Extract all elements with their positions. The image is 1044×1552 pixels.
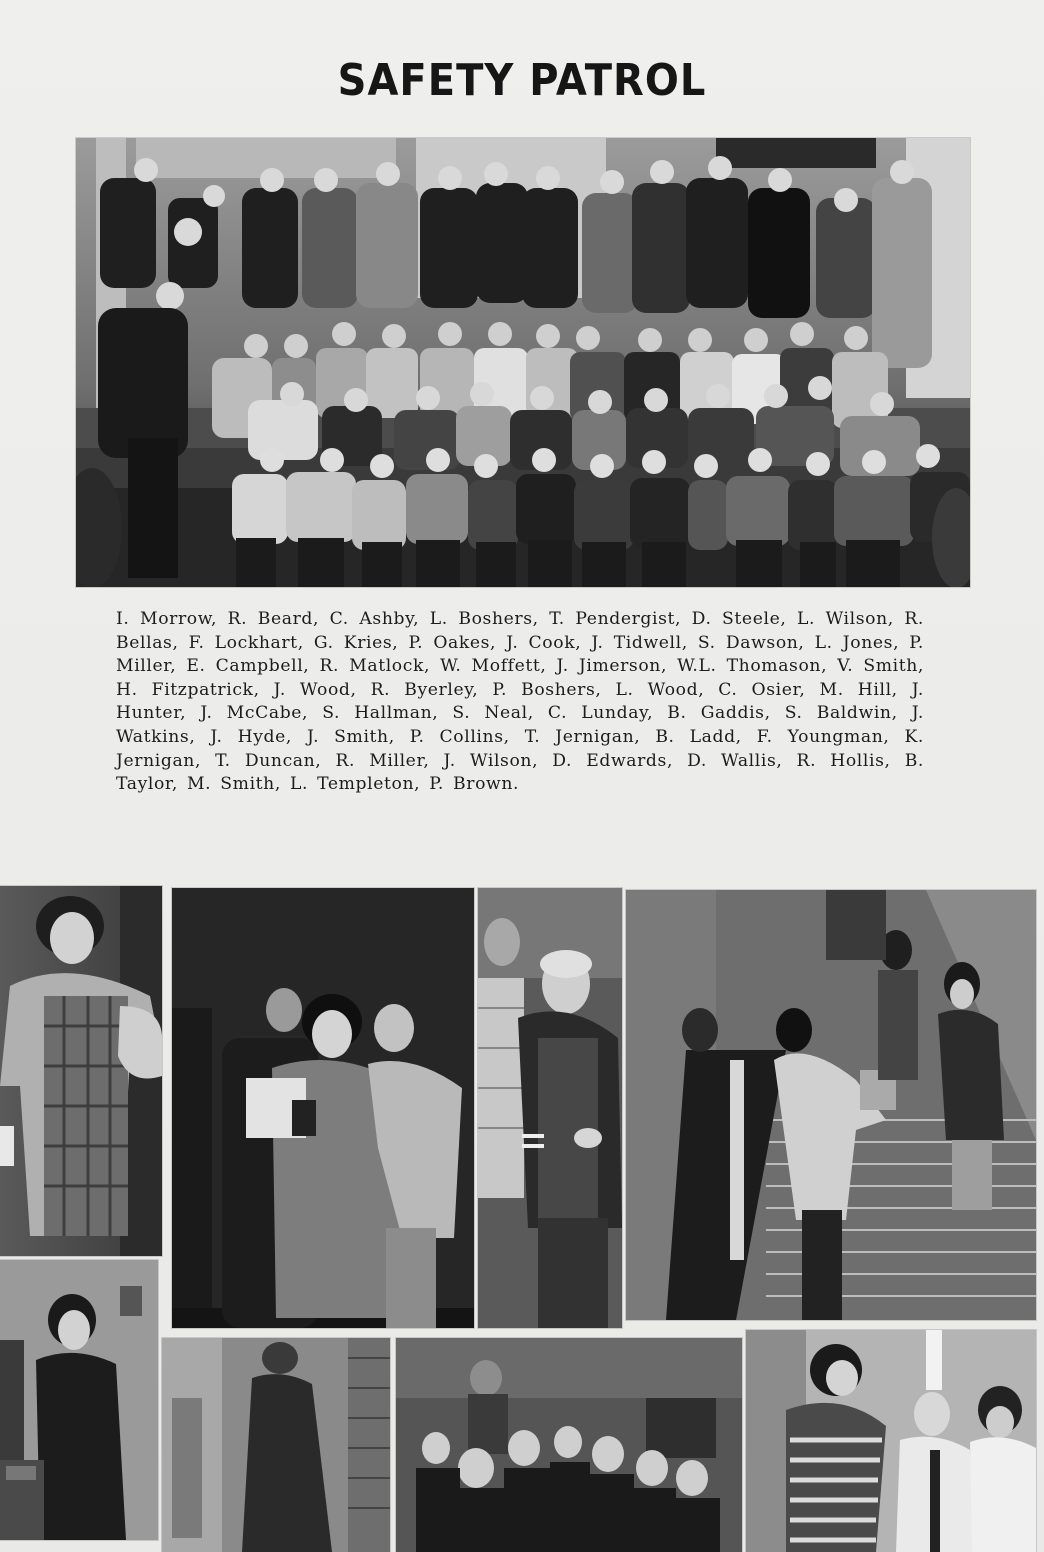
candid-photo-group-striped-sweater [746, 1330, 1036, 1552]
roster-caption: I. Morrow, R. Beard, C. Ashby, L. Boshers, T. Pendergist, D. Steele, L. Wilson, R. Bellas, F. Lockhart, G. Kries, P. Oakes, J. Cook, J. Tidwell, S. Dawson, L. Jones, P. Miller, E. Campbell, R. Matlock, W. Moffett, J. Jimerson, W.L. Thomason, V. Smith, H. Fitzpatrick, J. Wood, R. Byerley, P. Boshers, L. Wood, C. Osier, M. Hill, J. Hunter, J. McCabe, S. Hallman, S. Neal, C. Lunday, B. Gaddis, S. Baldwin, J. Watkins, J. Hyde, J. Smith, P. Collins, T. Jernigan, B. Ladd, F. Youngman, K. Jernigan, T. Duncan, R. Miller, J. Wilson, D. Edwards, D. Wallis, R. Hollis, B. Taylor, M. Smith, L. Templeton, P. Brown. [116, 609, 924, 795]
candid-photo-students-books [172, 888, 474, 1328]
candid-photo-hallway-figure [162, 1338, 390, 1552]
group-photo [76, 138, 970, 587]
candid-photo-woman-dark-dress [0, 1260, 158, 1540]
candid-photo-stairway [626, 890, 1036, 1320]
page-title: SAFETY PATROL [337, 56, 707, 106]
candid-photo-classroom [396, 1338, 742, 1552]
candid-photo-letter-sweater [478, 888, 622, 1328]
candid-photo-woman-plaid [0, 886, 162, 1256]
